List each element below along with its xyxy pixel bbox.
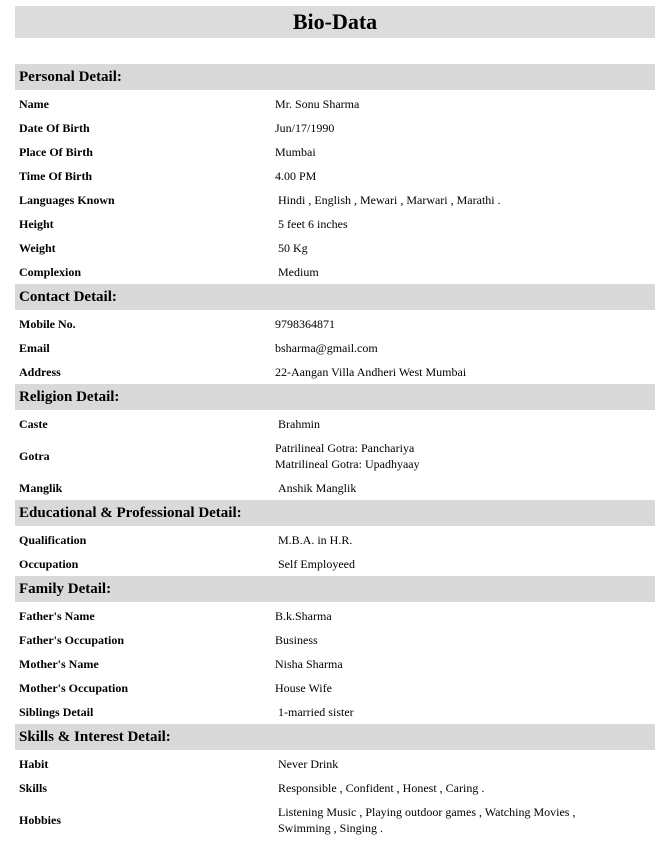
row-value-line: Swimming , Singing . bbox=[278, 821, 384, 835]
row-label: Mother's Name bbox=[19, 657, 99, 671]
row-value-line: Patrilineal Gotra: Panchariya bbox=[275, 441, 415, 455]
row-value bbox=[278, 804, 648, 836]
row-label: Place Of Birth bbox=[19, 145, 93, 159]
row-value: Never Drink bbox=[278, 757, 339, 771]
section-heading-family: Family Detail: bbox=[15, 576, 655, 602]
row-value: 22-Aangan Villa Andheri West Mumbai bbox=[275, 365, 467, 379]
row-value-line: Listening Music , Playing outdoor games , Watching Movies , bbox=[278, 805, 576, 819]
section-heading-personal: Personal Detail: bbox=[15, 64, 655, 90]
row-value: Anshik Manglik bbox=[278, 481, 357, 495]
row-label: Gotra bbox=[19, 449, 50, 463]
row-value: 5 feet 6 inches bbox=[278, 217, 348, 231]
row-value bbox=[275, 440, 645, 472]
row-value: Mumbai bbox=[275, 145, 316, 159]
row-label: Habit bbox=[19, 757, 49, 771]
row-value: 4.00 PM bbox=[275, 169, 317, 183]
row-value: 9798364871 bbox=[275, 317, 335, 331]
page-title: Bio-Data bbox=[15, 6, 655, 38]
row-value: M.B.A. in H.R. bbox=[278, 533, 353, 547]
section-heading-religion: Religion Detail: bbox=[15, 384, 655, 410]
row-value: 1-married sister bbox=[278, 705, 354, 719]
row-value: House Wife bbox=[275, 681, 332, 695]
row-value: Nisha Sharma bbox=[275, 657, 343, 671]
row-label: Time Of Birth bbox=[19, 169, 93, 183]
row-value: 50 Kg bbox=[278, 241, 308, 255]
section-heading-contact: Contact Detail: bbox=[15, 284, 655, 310]
row-label: Skills bbox=[19, 781, 48, 795]
row-value: Hindi , English , Mewari , Marwari , Marathi . bbox=[278, 193, 501, 207]
row-label: Manglik bbox=[19, 481, 63, 495]
row-label: Occupation bbox=[19, 557, 79, 571]
row-label: Weight bbox=[19, 241, 56, 255]
row-label: Father's Name bbox=[19, 609, 95, 623]
row-label: Hobbies bbox=[19, 813, 62, 827]
row-label: Email bbox=[19, 341, 50, 355]
section-heading-skills: Skills & Interest Detail: bbox=[15, 724, 655, 750]
row-value: B.k.Sharma bbox=[275, 609, 332, 623]
row-label: Qualification bbox=[19, 533, 87, 547]
row-label: Address bbox=[19, 365, 61, 379]
row-value: bsharma@gmail.com bbox=[275, 341, 378, 355]
section-heading-education: Educational & Professional Detail: bbox=[15, 500, 655, 526]
row-label: Mother's Occupation bbox=[19, 681, 128, 695]
row-label: Mobile No. bbox=[19, 317, 76, 331]
row-label: Father's Occupation bbox=[19, 633, 124, 647]
row-label: Name bbox=[19, 97, 49, 111]
row-label: Siblings Detail bbox=[19, 705, 94, 719]
row-value: Self Employeed bbox=[278, 557, 355, 571]
row-value-line: Matrilineal Gotra: Upadhyaay bbox=[275, 457, 420, 471]
row-value: Brahmin bbox=[278, 417, 320, 431]
row-label: Caste bbox=[19, 417, 48, 431]
row-value: Responsible , Confident , Honest , Caring . bbox=[278, 781, 485, 795]
row-label: Languages Known bbox=[19, 193, 115, 207]
row-value: Business bbox=[275, 633, 318, 647]
row-label: Date Of Birth bbox=[19, 121, 90, 135]
row-value: Jun/17/1990 bbox=[275, 121, 335, 135]
row-label: Complexion bbox=[19, 265, 82, 279]
row-label: Height bbox=[19, 217, 54, 231]
row-value: Mr. Sonu Sharma bbox=[275, 97, 360, 111]
row-value: Medium bbox=[278, 265, 319, 279]
